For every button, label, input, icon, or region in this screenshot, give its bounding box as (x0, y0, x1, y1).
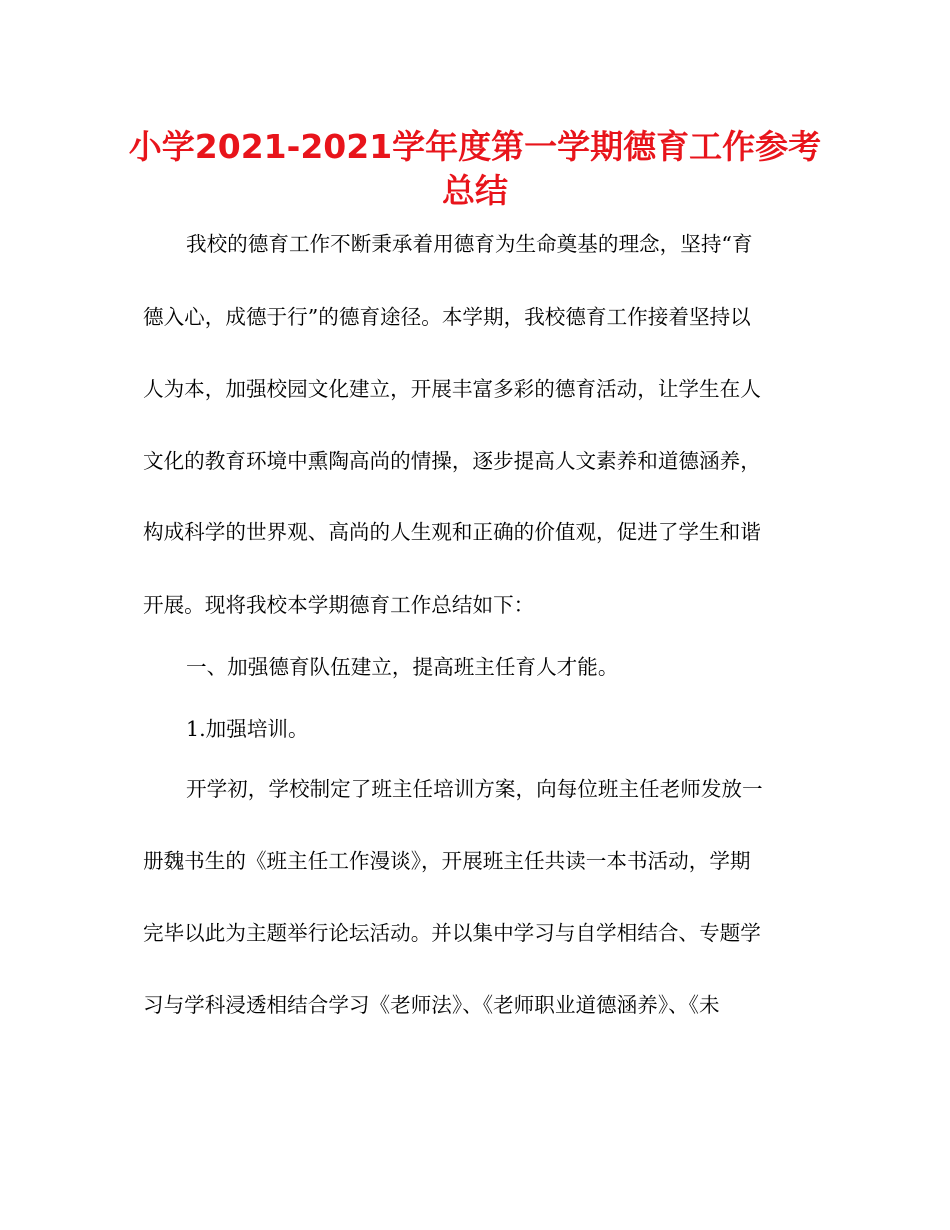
paragraph-line: 我校的德育工作不断秉承着用德育为生命奠基的理念，坚持“育 (186, 232, 753, 256)
paragraph-line: 人为本，加强校园文化建立，开展丰富多彩的德育活动，让学生在人 (143, 377, 761, 401)
paragraph-line: 完毕以此为主题举行论坛活动。并以集中学习与自学相结合、专题学 (143, 921, 761, 945)
document-title-line-1: 小学2021-2021学年度第一学期德育工作参考 (128, 127, 822, 166)
document-title-line-2: 总结 (442, 171, 508, 210)
section-heading: 一、加强德育队伍建立，提高班主任育人才能。 (186, 655, 619, 679)
paragraph-line: 构成科学的世界观、高尚的人生观和正确的价值观，促进了学生和谐 (143, 520, 761, 544)
paragraph-line: 习与学科浸透相结合学习《老师法》、《老师职业道德涵养》、《未 (143, 993, 720, 1017)
paragraph-line: 开展。现将我校本学期德育工作总结如下： (143, 593, 535, 617)
paragraph-line: 册魏书生的《班主任工作漫谈》，开展班主任共读一本书活动，学期 (143, 849, 751, 873)
paragraph-line: 文化的教育环境中熏陶高尚的情操，逐步提高人文素养和道德涵养， (143, 449, 761, 473)
subsection-heading: 1.加强培训。 (186, 717, 309, 741)
paragraph-line: 开学初，学校制定了班主任培训方案，向每位班主任老师发放一 (186, 777, 763, 801)
paragraph-line: 德入心，成德于行”的德育途径。本学期，我校德育工作接着坚持以 (143, 305, 751, 329)
